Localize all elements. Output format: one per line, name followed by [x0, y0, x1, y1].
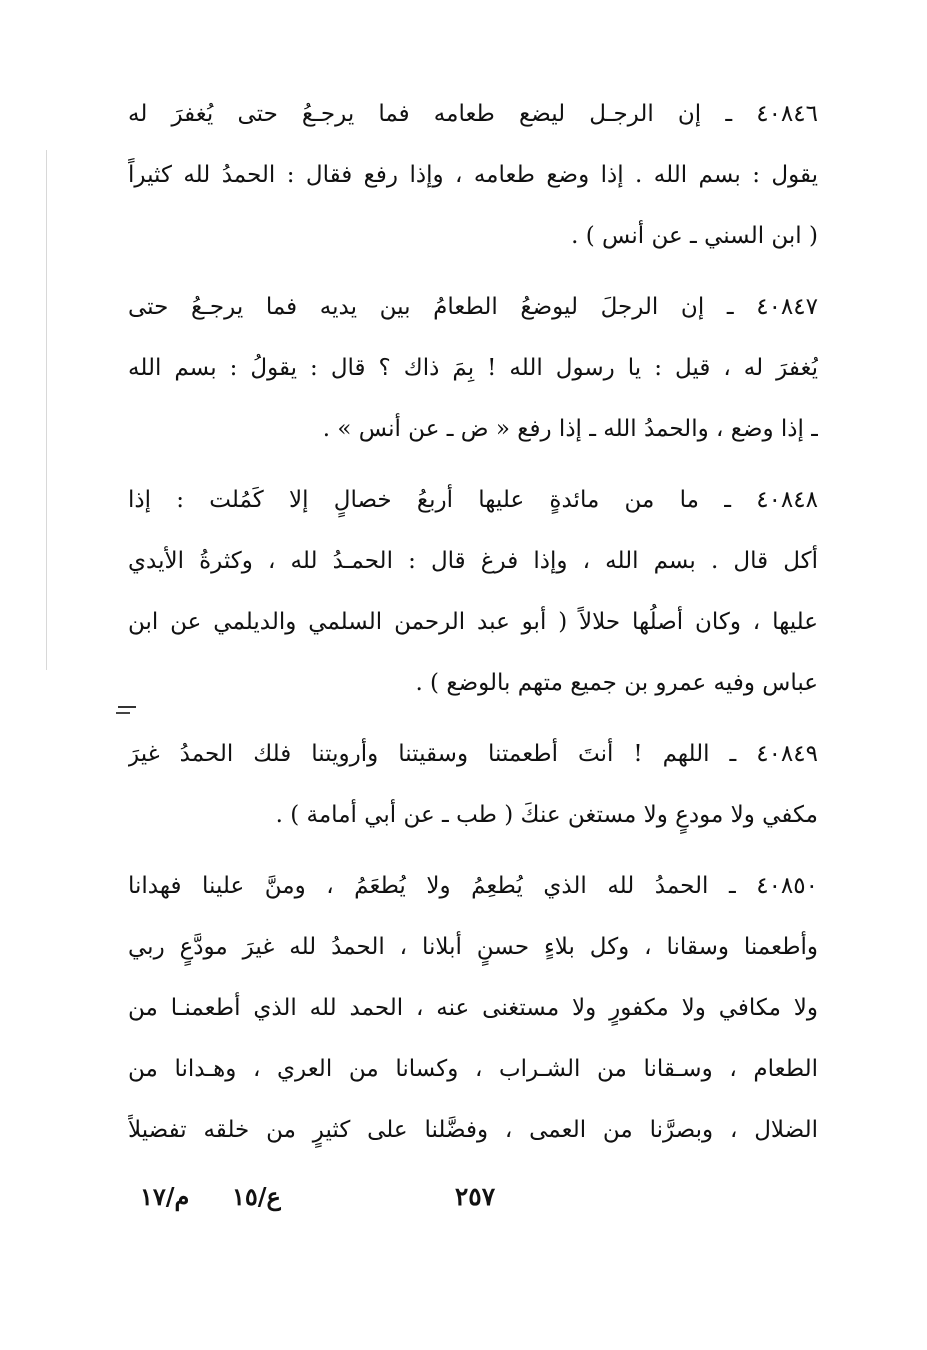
text-line: الطعام ، وسـقانا من الشـراب ، وكسانا من العري ، وهـدانا من	[128, 1056, 818, 1082]
text-line: وأطعمنا وسقانا ، وكل بلاءٍ حسنٍ أبلانا ، الحمدُ لله غيرَ مودَّعٍ ربي	[128, 934, 818, 960]
page-number: ٢٥٧	[454, 1182, 496, 1211]
text-line: عليها ، وكان أصلُها حلالاً ( أبو عبد الرحمن السلمي والديلمي عن ابن	[128, 609, 818, 635]
hadith-entry-40849	[128, 724, 818, 846]
page-edge-shadow	[46, 150, 47, 670]
text-line: يُغفرَ له ، قيل : يا رسول الله ! بِمَ ذاك ؟ قال : يقولُ : بسم الله	[128, 355, 818, 381]
text-line: مكفي ولا مودعٍ ولا مستغن عنكَ ( طب ـ عن أبي أمامة ) .	[275, 802, 818, 828]
printer-signature-section: ع/١٥	[232, 1182, 281, 1211]
text-line: ـ إذا وضع ، والحمدُ الله ـ إذا رفع « ض ـ عن أنس » .	[322, 416, 818, 442]
text-line: يقول : بسم الله . إذا وضع طعامه ، وإذا رفع فقال : الحمدُ لله كثيراً	[128, 162, 818, 188]
text-line: ٤٠٨٥٠ ـ الحمدُ لله الذي يُطعِمُ ولا يُطعَمُ ، ومنَّ علينا فهدانا	[128, 873, 818, 899]
text-line: عباس وفيه عمرو بن جميع متهم بالوضع ) .	[415, 670, 818, 696]
text-line: ( ابن السني ـ عن أنس ) .	[571, 223, 818, 249]
hadith-text-block	[128, 84, 818, 1171]
printer-signature-volume: م/١٧	[140, 1182, 190, 1211]
text-line: ٤٠٨٤٨ ـ ما من مائدةٍ عليها أربعُ خصالٍ إلا كَمُلت : إذا	[128, 487, 818, 513]
text-line: ٤٠٨٤٧ ـ إن الرجلَ ليوضعُ الطعامُ بين يديه فما يرجـعُ حتى	[128, 294, 818, 320]
text-line: الضلال ، وبصرَّنا من العمى ، وفضَّلنا على كثيرٍ من خلقه تفضيلاً	[128, 1117, 818, 1143]
text-line: أكل قال . بسم الله ، وإذا فرغ قال : الحمـدُ لله ، وكثرةُ الأيدي	[128, 548, 818, 574]
hadith-entry-40850	[128, 856, 818, 1161]
hadith-entry-40846	[128, 84, 818, 267]
text-line: ٤٠٨٤٦ ـ إن الرجـل ليضع طعامه فما يرجـعُ حتى يُغفرَ له	[128, 101, 818, 127]
hadith-entry-40848	[128, 470, 818, 714]
page-footer	[0, 1172, 927, 1222]
text-line: ولا مكافي ولا مكفورٍ ولا مستغنى عنه ، الحمد لله الذي أطعمنـا من	[128, 995, 818, 1021]
text-line: ٤٠٨٤٩ ـ اللهم ! أنتَ أطعمتنا وسقيتنا وأرويتنا فلك الحمدُ غيرَ	[128, 741, 818, 767]
hadith-entry-40847	[128, 277, 818, 460]
